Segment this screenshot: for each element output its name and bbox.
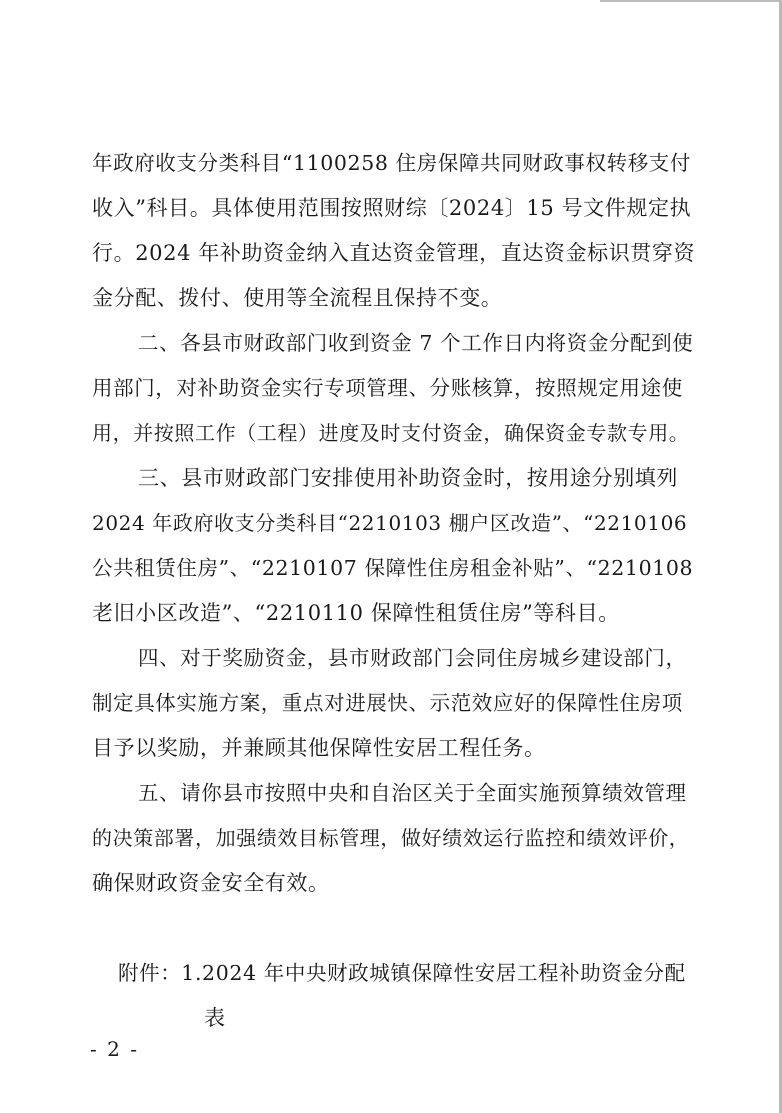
- body-line: 用部门，对补助资金实行专项管理、分账核算，按照规定用途使: [92, 376, 683, 400]
- paragraph-2-first-line: 二、各县市财政部门收到资金 7 个工作日内将资金分配到使: [138, 331, 694, 355]
- page-number: - 2 -: [90, 1037, 139, 1061]
- paragraph-3-first-line: 三、县市财政部门安排使用补助资金时，按用途分别填列: [138, 466, 678, 490]
- body-line: 2024 年政府收支分类科目“2210103 棚户区改造”、“2210106: [92, 511, 688, 535]
- body-line: 用，并按照工作（工程）进度及时支付资金，确保资金专款专用。: [92, 421, 690, 445]
- body-line: 的决策部署，加强绩效目标管理，做好绩效运行监控和绩效评价，: [92, 826, 690, 850]
- attachment-line: 附件：1.2024 年中央财政城镇保障性安居工程补助资金分配: [118, 961, 686, 985]
- attachment-line-continued: 表: [204, 1006, 226, 1030]
- body-line: 年政府收支分类科目“1100258 住房保障共同财政事权转移支付: [92, 151, 691, 175]
- body-line: 确保财政资金安全有效。: [92, 871, 330, 895]
- body-line: 金分配、拨付、使用等全流程且保持不变。: [92, 286, 503, 310]
- paragraph-5-first-line: 五、请你县市按照中央和自治区关于全面实施预算绩效管理: [138, 781, 687, 805]
- body-line: 收入”科目。具体使用范围按照财综〔2024〕15 号文件规定执: [92, 196, 692, 220]
- body-line: 老旧小区改造”、“2210110 保障性租赁住房”等科目。: [92, 601, 620, 625]
- body-line: 行。2024 年补助资金纳入直达资金管理，直达资金标识贯穿资: [92, 241, 696, 265]
- body-line: 制定具体实施方案，重点对进展快、示范效应好的保障性住房项: [92, 691, 683, 715]
- scan-edge-top: [600, 0, 782, 2]
- paragraph-4-first-line: 四、对于奖励资金，县市财政部门会同住房城乡建设部门，: [138, 646, 687, 670]
- body-line: 公共租赁住房”、“2210107 保障性住房租金补贴”、“2210108: [92, 556, 694, 580]
- body-line: 目予以奖励，并兼顾其他保障性安居工程任务。: [92, 736, 546, 760]
